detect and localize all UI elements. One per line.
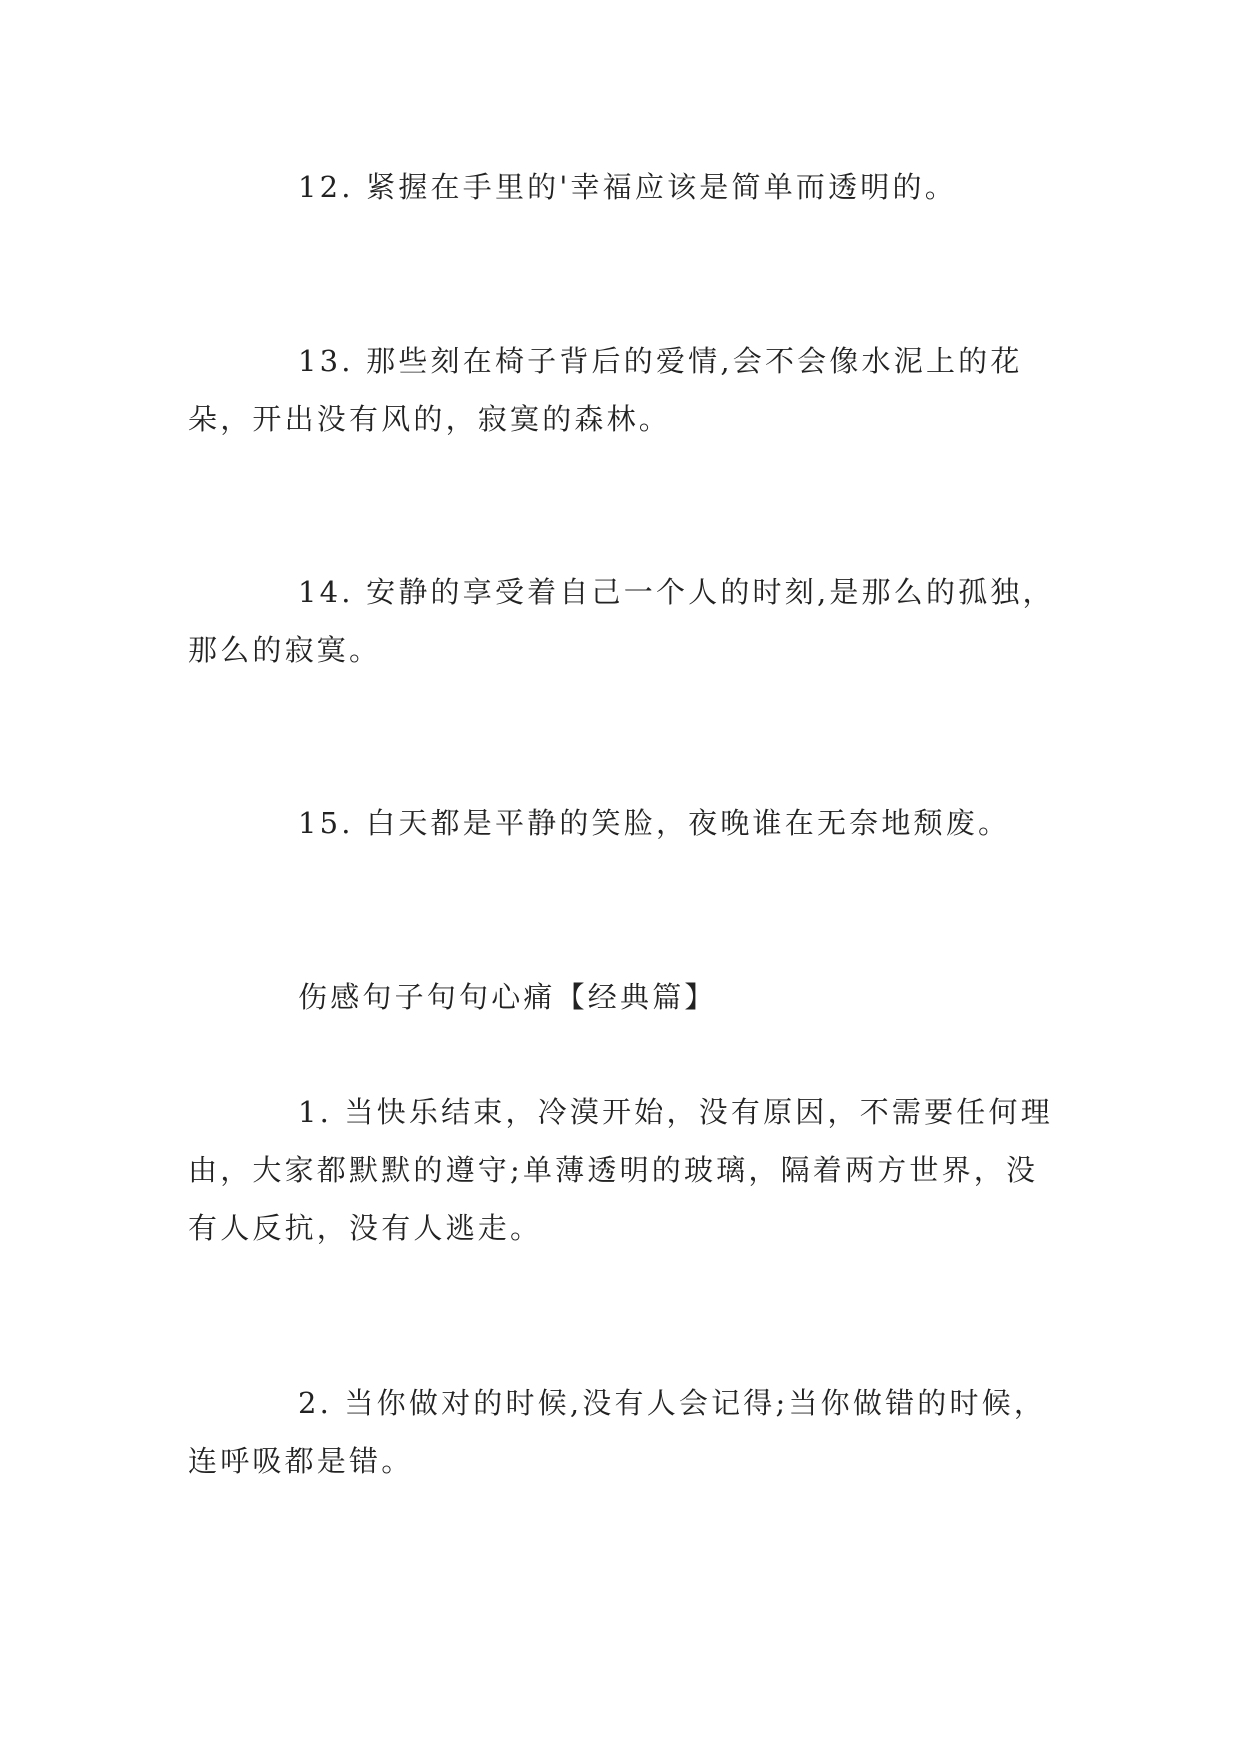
quote-paragraph-13: 13. 那些刻在椅子背后的爱情,会不会像水泥上的花朵，开出没有风的，寂寞的森林。 bbox=[188, 344, 1023, 436]
quote-paragraph-15: 15. 白天都是平静的笑脸，夜晚谁在无奈地颓废。 bbox=[298, 806, 1011, 840]
section-heading: 伤感句子句句心痛【经典篇】 bbox=[298, 980, 717, 1014]
quote-paragraph-12: 12. 紧握在手里的'幸福应该是简单而透明的。 bbox=[298, 170, 957, 204]
classic-paragraph-1: 1. 当快乐结束，冷漠开始，没有原因，不需要任何理由，大家都默默的遵守;单薄透明的玻璃，隔着两方世界，没有人反抗，没有人逃走。 bbox=[188, 1095, 1053, 1245]
quote-paragraph-14: 14. 安静的享受着自己一个人的时刻,是那么的孤独，那么的寂寞。 bbox=[188, 575, 1055, 667]
classic-paragraph-2: 2. 当你做对的时候,没有人会记得;当你做错的时候，连呼吸都是错。 bbox=[188, 1386, 1047, 1478]
